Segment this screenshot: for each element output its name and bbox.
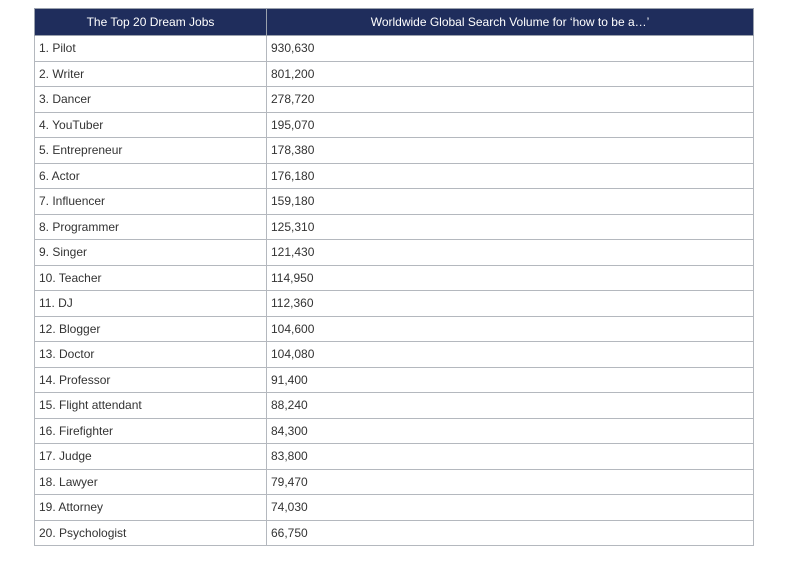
- search-volume-cell: 84,300: [267, 418, 754, 444]
- table-row: [35, 189, 754, 215]
- search-volume-cell: 88,240: [267, 393, 754, 419]
- table-row: [35, 214, 754, 240]
- table-row: [35, 367, 754, 393]
- job-cell: 9. Singer: [35, 240, 267, 266]
- table-row: [35, 342, 754, 368]
- header-row: [35, 9, 754, 36]
- search-volume-cell: 195,070: [267, 112, 754, 138]
- job-cell: 12. Blogger: [35, 316, 267, 342]
- search-volume-cell: 278,720: [267, 87, 754, 113]
- table-row: [35, 265, 754, 291]
- job-cell: 5. Entrepreneur: [35, 138, 267, 164]
- job-cell: 10. Teacher: [35, 265, 267, 291]
- job-cell: 1. Pilot: [35, 36, 267, 62]
- search-volume-cell: 112,360: [267, 291, 754, 317]
- search-volume-cell: 930,630: [267, 36, 754, 62]
- job-cell: 16. Firefighter: [35, 418, 267, 444]
- search-volume-cell: 79,470: [267, 469, 754, 495]
- dream-jobs-table: [34, 8, 754, 546]
- table-row: [35, 163, 754, 189]
- table-row: [35, 444, 754, 470]
- table-row: [35, 520, 754, 546]
- table-row: [35, 240, 754, 266]
- table-row: [35, 495, 754, 521]
- table-row: [35, 138, 754, 164]
- table-row: [35, 469, 754, 495]
- search-volume-cell: 83,800: [267, 444, 754, 470]
- table-row: [35, 418, 754, 444]
- job-cell: 2. Writer: [35, 61, 267, 87]
- table-row: [35, 36, 754, 62]
- job-cell: 6. Actor: [35, 163, 267, 189]
- table-row: [35, 393, 754, 419]
- search-volume-cell: 159,180: [267, 189, 754, 215]
- search-volume-cell: 104,600: [267, 316, 754, 342]
- header-jobs: The Top 20 Dream Jobs: [35, 9, 267, 36]
- job-cell: 14. Professor: [35, 367, 267, 393]
- table-row: [35, 61, 754, 87]
- search-volume-cell: 121,430: [267, 240, 754, 266]
- table-row: [35, 291, 754, 317]
- job-cell: 18. Lawyer: [35, 469, 267, 495]
- table-row: [35, 87, 754, 113]
- job-cell: 3. Dancer: [35, 87, 267, 113]
- job-cell: 15. Flight attendant: [35, 393, 267, 419]
- search-volume-cell: 801,200: [267, 61, 754, 87]
- search-volume-cell: 74,030: [267, 495, 754, 521]
- table-header: [35, 9, 754, 36]
- table-body: [35, 36, 754, 546]
- header-search-volume: Worldwide Global Search Volume for ‘how to be a…’: [267, 9, 754, 36]
- job-cell: 19. Attorney: [35, 495, 267, 521]
- table-row: [35, 112, 754, 138]
- job-cell: 7. Influencer: [35, 189, 267, 215]
- job-cell: 20. Psychologist: [35, 520, 267, 546]
- search-volume-cell: 125,310: [267, 214, 754, 240]
- job-cell: 17. Judge: [35, 444, 267, 470]
- search-volume-cell: 66,750: [267, 520, 754, 546]
- job-cell: 4. YouTuber: [35, 112, 267, 138]
- search-volume-cell: 104,080: [267, 342, 754, 368]
- job-cell: 13. Doctor: [35, 342, 267, 368]
- search-volume-cell: 176,180: [267, 163, 754, 189]
- job-cell: 11. DJ: [35, 291, 267, 317]
- table-row: [35, 316, 754, 342]
- search-volume-cell: 114,950: [267, 265, 754, 291]
- search-volume-cell: 178,380: [267, 138, 754, 164]
- job-cell: 8. Programmer: [35, 214, 267, 240]
- search-volume-cell: 91,400: [267, 367, 754, 393]
